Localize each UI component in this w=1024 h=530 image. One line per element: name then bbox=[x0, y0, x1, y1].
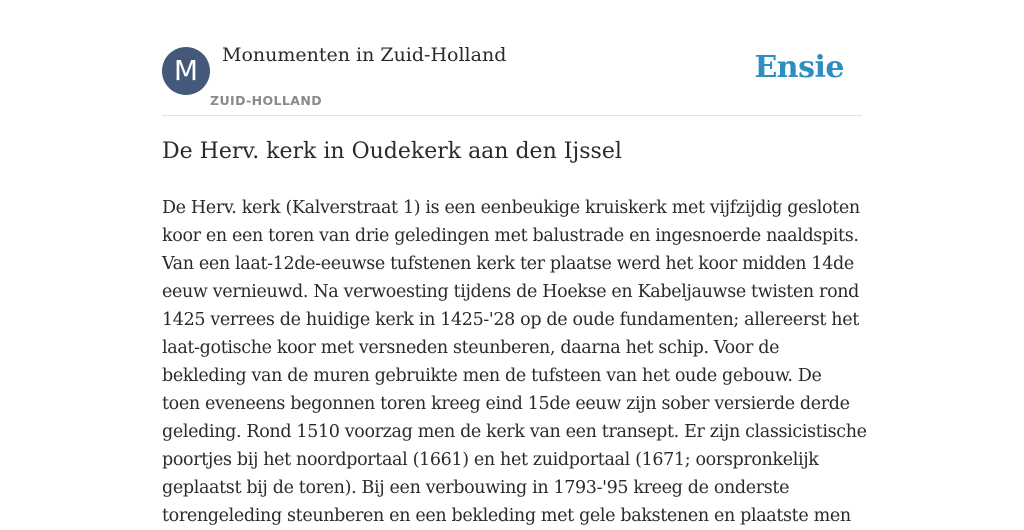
brand-logo[interactable]: Ensie bbox=[754, 50, 844, 85]
body-line: geleding. Rond 1510 voorzag men de kerk van een transept. Er zijn classicistische bbox=[162, 422, 867, 442]
body-line: torengeleding steunberen en een bekleding met gele bakstenen en plaatste men bbox=[162, 506, 851, 526]
body-line: koor en een toren van drie geledingen met balustrade en ingesnoerde naaldspits. bbox=[162, 226, 859, 246]
publication-header bbox=[162, 0, 862, 116]
article-body bbox=[162, 194, 867, 530]
body-line: toen eveneens begonnen toren kreeg eind 15de eeuw zijn sober versierde derde bbox=[162, 394, 850, 414]
body-line: bekleding van de muren gebruikte men de tufsteen van het oude gebouw. De bbox=[162, 366, 822, 386]
avatar[interactable]: M bbox=[162, 47, 210, 95]
body-line: poortjes bij het noordportaal (1661) en het zuidportaal (1671; oorspronkelijk bbox=[162, 450, 819, 470]
body-line: geplaatst bij de toren). Bij een verbouwing in 1793-'95 kreeg de onderste bbox=[162, 478, 790, 498]
body-line: laat-gotische koor met versneden steunberen, daarna het schip. Voor de bbox=[162, 338, 780, 358]
header-divider bbox=[162, 115, 862, 116]
body-line: 1425 verrees de huidige kerk in 1425-'28 op de oude fundamenten; allereerst het bbox=[162, 310, 859, 330]
body-line: De Herv. kerk (Kalverstraat 1) is een eenbeukige kruiskerk met vijfzijdig gesloten bbox=[162, 198, 860, 218]
publication-subtitle[interactable]: ZUID-HOLLAND bbox=[210, 93, 322, 108]
article-title: De Herv. kerk in Oudekerk aan den Ijssel bbox=[162, 139, 622, 164]
publication-title[interactable]: Monumenten in Zuid-Holland bbox=[222, 44, 507, 66]
body-line: eeuw vernieuwd. Na verwoesting tijdens de Hoekse en Kabeljauwse twisten rond bbox=[162, 282, 860, 302]
body-line: Van een laat-12de-eeuwse tufstenen kerk ter plaatse werd het koor midden 14de bbox=[162, 254, 854, 274]
